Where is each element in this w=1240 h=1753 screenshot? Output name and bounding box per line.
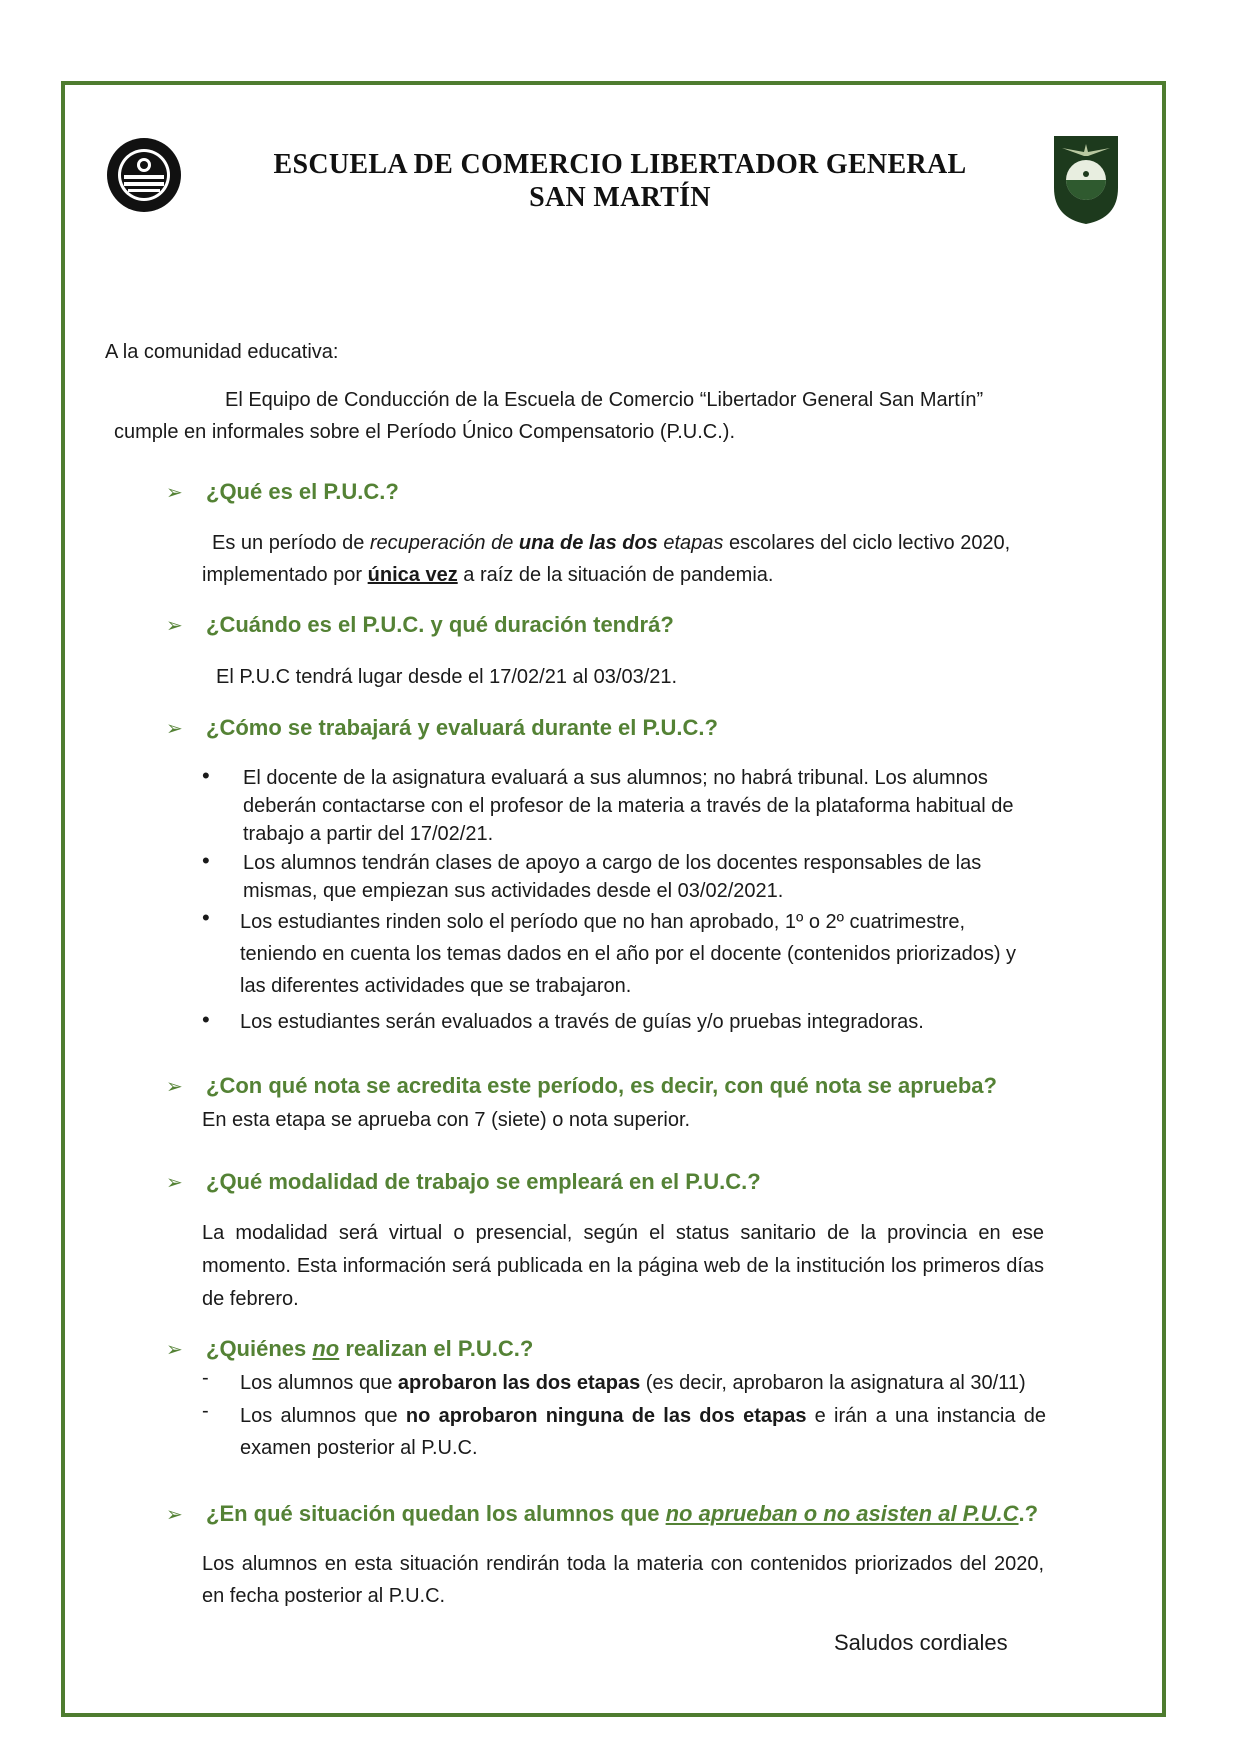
question-not-pass-situation xyxy=(166,1498,1038,1531)
question-what-is-puc xyxy=(166,476,399,509)
answer-what-is-puc-line1 xyxy=(212,527,1010,559)
answer-what-is-puc-line2 xyxy=(202,559,773,591)
answer-not-pass-situation: Los alumnos en esta situación rendirán toda la materia con contenidos priorizados del 2020, en fecha posterior al P.U.C. xyxy=(202,1553,1044,1607)
title-line-2: SAN MARTÍN xyxy=(529,182,711,213)
question-passing-grade xyxy=(166,1070,997,1103)
question-emphasis: no xyxy=(312,1336,340,1361)
answer-bold-underlined: única vez xyxy=(367,564,458,586)
question-modality xyxy=(166,1166,761,1199)
answer-text: Es un período de xyxy=(212,532,370,554)
arrow-bullet-icon: ➢ xyxy=(166,1504,183,1526)
answer-when-puc: El P.U.C tendrá lugar desde el 17/02/21 al 03/03/21. xyxy=(216,666,678,688)
question-text: ¿Cómo se trabajará y evaluará durante el P.U.C.? xyxy=(206,715,718,740)
school-seal-logo xyxy=(104,135,184,215)
arrow-bullet-icon: ➢ xyxy=(166,482,183,504)
arrow-bullet-icon: ➢ xyxy=(166,1076,183,1098)
bullet-item: Los estudiantes rinden solo el período que no han aprobado, 1º o 2º cuatrimestre, teniendo en cuenta los temas dados en el año por el docente (contenidos priorizados) y las diferentes actividades que se trabajaron. xyxy=(240,911,1017,997)
answer-modality: La modalidad será virtual o presencial, según el status sanitario de la provincia en ese momento. Esta información será publicada en la página web de la institución los primeros días de febrero. xyxy=(202,1222,1044,1310)
question-emphasis: no aprueban o no asisten al P.U.C xyxy=(665,1501,1019,1526)
intro-line-2: cumple en informales sobre el Período Único Compensatorio (P.U.C.). xyxy=(114,421,736,443)
question-text: ¿Con qué nota se acredita este período, es decir, con qué nota se aprueba? xyxy=(206,1073,997,1098)
arrow-bullet-icon: ➢ xyxy=(166,1172,183,1194)
dash-bullet-icon: - xyxy=(202,1367,209,1389)
item-text: Los alumnos que xyxy=(240,1372,398,1394)
bullet-item: El docente de la asignatura evaluará a sus alumnos; no habrá tribunal. Los alumnos deberán contactarse con el profesor de la materia a través de la plataforma habitual de trabajo a partir del 17/02/21. xyxy=(243,767,1014,845)
answer-text: escolares del ciclo lectivo 2020, xyxy=(723,532,1011,554)
item-bold: aprobaron las dos etapas xyxy=(397,1372,641,1394)
arrow-bullet-icon: ➢ xyxy=(166,718,183,740)
title-line-1: ESCUELA DE COMERCIO LIBERTADOR GENERAL xyxy=(273,149,967,180)
question-how-evaluate xyxy=(166,712,718,745)
school-name-title xyxy=(230,148,1010,214)
answer-italic: etapas xyxy=(657,532,724,554)
question-who-not xyxy=(166,1333,533,1366)
question-text: realizan el P.U.C.? xyxy=(339,1336,534,1361)
answer-text: a raíz de la situación de pandemia. xyxy=(457,564,774,586)
who-not-item-2 xyxy=(240,1400,1046,1464)
answer-bold-italic: una de las dos xyxy=(518,532,658,554)
question-when-puc xyxy=(166,609,674,642)
question-text: ¿En qué situación quedan los alumnos que xyxy=(206,1501,666,1526)
question-text: ¿Cuándo es el P.U.C. y qué duración tendrá? xyxy=(206,612,674,637)
school-shield-logo xyxy=(1050,130,1122,226)
answer-text: implementado por xyxy=(202,564,368,586)
item-text: Los alumnos que xyxy=(240,1405,406,1427)
bullet-dot-icon: • xyxy=(202,763,210,788)
item-bold: no aprobaron ninguna de las dos etapas xyxy=(405,1405,807,1427)
closing-greeting: Saludos cordiales xyxy=(834,1630,1008,1655)
bullet-item: Los estudiantes serán evaluados a través de guías y/o pruebas integradoras. xyxy=(240,1011,924,1033)
bullet-dot-icon: • xyxy=(202,1007,210,1032)
bullet-dot-icon: • xyxy=(202,848,210,873)
question-text: .? xyxy=(1018,1501,1039,1526)
item-text: e irán a una instancia de examen posterior al P.U.C. xyxy=(240,1405,1046,1459)
item-text: (es decir, aprobaron la asignatura al 30/11) xyxy=(640,1372,1026,1394)
question-text: ¿Quiénes xyxy=(206,1336,313,1361)
dash-bullet-icon: - xyxy=(202,1400,209,1422)
answer-passing-grade: En esta etapa se aprueba con 7 (siete) o nota superior. xyxy=(202,1109,691,1131)
arrow-bullet-icon: ➢ xyxy=(166,1339,183,1361)
question-text: ¿Qué modalidad de trabajo se empleará en el P.U.C.? xyxy=(206,1169,761,1194)
answer-italic: recuperación de xyxy=(369,532,519,554)
greeting: A la comunidad educativa: xyxy=(105,341,339,363)
bullet-dot-icon: • xyxy=(202,905,210,930)
who-not-item-1 xyxy=(240,1367,1046,1399)
arrow-bullet-icon: ➢ xyxy=(166,615,183,637)
intro-line-1: El Equipo de Conducción de la Escuela de Comercio “Libertador General San Martín” xyxy=(225,389,984,411)
question-text: ¿Qué es el P.U.C.? xyxy=(206,479,399,504)
bullet-item: Los alumnos tendrán clases de apoyo a cargo de los docentes responsables de las mismas, que empiezan sus actividades desde el 03/02/2021. xyxy=(243,852,982,902)
